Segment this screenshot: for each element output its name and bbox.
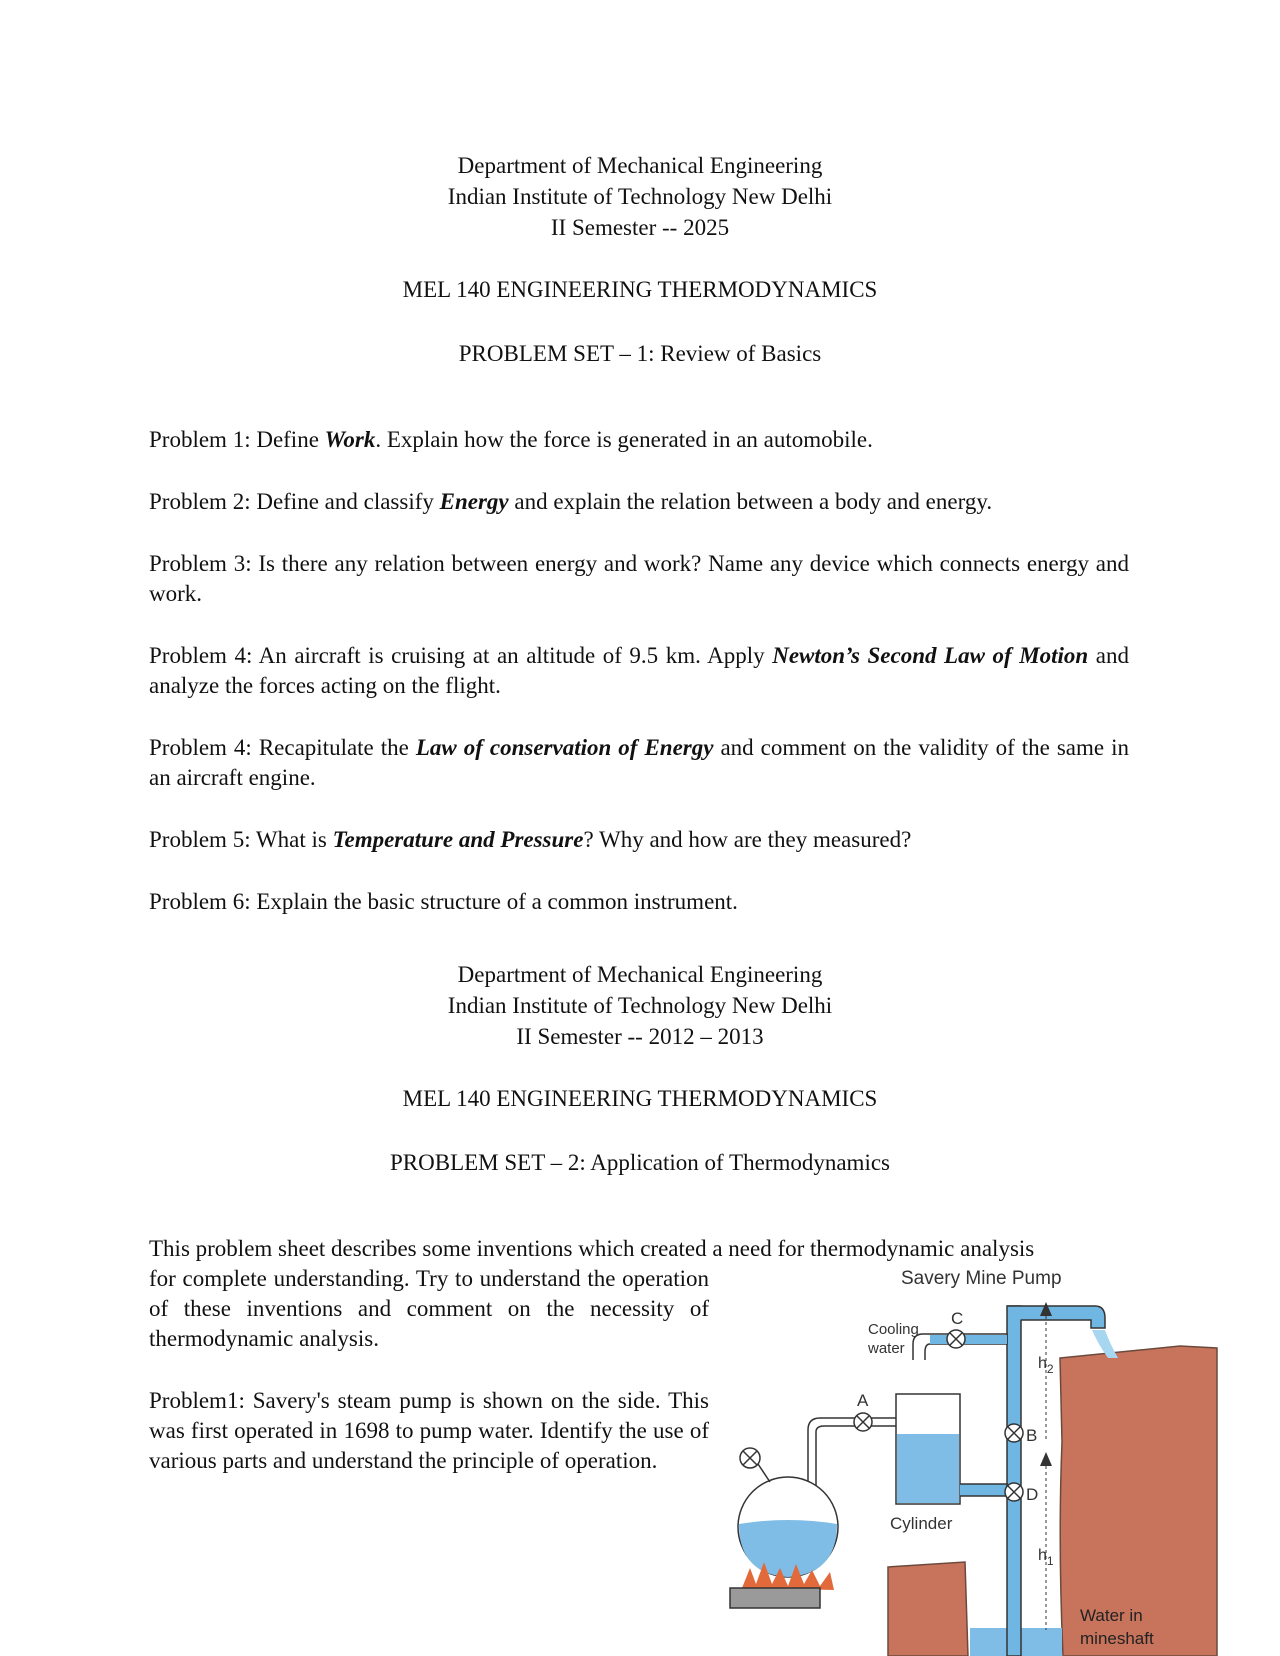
problem-savery-pump: Problem1: Savery's steam pump is shown on the side. This was first operated in 1698 to pump water. Identify the use of various parts and understand the principle of operation. [149,1388,709,1473]
cooling-label-2: water [868,1340,905,1357]
problem-item: Problem 4: An aircraft is cruising at an altitude of 9.5 km. Apply Newton’s Second Law of Motion and analyze the forces acting on the flight. [149,643,1129,698]
cooling-pipe-fill [930,1335,1007,1344]
department-name: Department of Mechanical Engineering [457,153,823,178]
water-label-1: Water in [1080,1606,1143,1625]
problem-item: Problem 5: What is Temperature and Pressure? Why and how are they measured? [149,827,912,852]
valve-a-label: A [857,1391,869,1410]
steam-pipe-inner [816,1426,896,1487]
problem-item: Problem 1: Define Work. Explain how the force is generated in an automobile. [149,427,873,452]
semester-label-2: II Semester -- 2012 – 2013 [516,1024,764,1049]
institute-name: Indian Institute of Technology New Delhi [447,184,833,209]
boiler-valve-stem [758,1464,770,1482]
problem-item: Problem 3: Is there any relation between energy and work? Name any device which connects energy and work. [149,551,1129,606]
course-title-2: MEL 140 ENGINEERING THERMODYNAMICS [402,1086,878,1111]
cylinder-outlet-pipe [960,1484,1007,1496]
savery-mine-pump-diagram [720,1262,1230,1656]
department-name-2: Department of Mechanical Engineering [457,962,823,987]
water-label-2: mineshaft [1080,1629,1154,1648]
rock-ledge [888,1562,968,1656]
institute-name-2: Indian Institute of Technology New Delhi [447,993,833,1018]
course-title: MEL 140 ENGINEERING THERMODYNAMICS [402,277,878,302]
h2-label: $h_2$ [1038,1355,1054,1376]
steam-pipe-outer [808,1418,896,1487]
semester-label: II Semester -- 2025 [550,215,730,240]
boiler-water [739,1520,837,1577]
h1-label: $h_1$ [1038,1547,1054,1568]
intro-text-body: for complete understanding. Try to understand the operation of these inventions and comment on the necessity of thermodynamic analysis. [149,1266,709,1351]
problem-set-title: PROBLEM SET – 1: Review of Basics [458,341,822,366]
intro-text-line: This problem sheet describes some inventions which created a need for thermodynamic analysis [149,1236,1035,1261]
furnace-grate [730,1588,820,1608]
valve-b-label: B [1026,1426,1038,1445]
h1-arrow-head [1040,1452,1052,1466]
problem-set-title-2: PROBLEM SET – 2: Application of Thermodynamics [389,1150,890,1175]
cylinder-water [897,1434,959,1503]
cylinder-label: Cylinder [890,1514,953,1533]
delivery-pipe [1007,1306,1021,1656]
valve-c-label: C [951,1309,964,1328]
problem-item: Problem 2: Define and classify Energy and explain the relation between a body and energy. [149,489,993,514]
valve-d-label: D [1026,1485,1039,1504]
cooling-label-1: Cooling [868,1321,919,1338]
problem-item: Problem 4: Recapitulate the Law of conservation of Energy and comment on the validity of the same in an aircraft engine. [149,735,1129,790]
problem-item: Problem 6: Explain the basic structure of a common instrument. [149,889,738,914]
diagram-title: Savery Mine Pump [901,1268,1062,1289]
